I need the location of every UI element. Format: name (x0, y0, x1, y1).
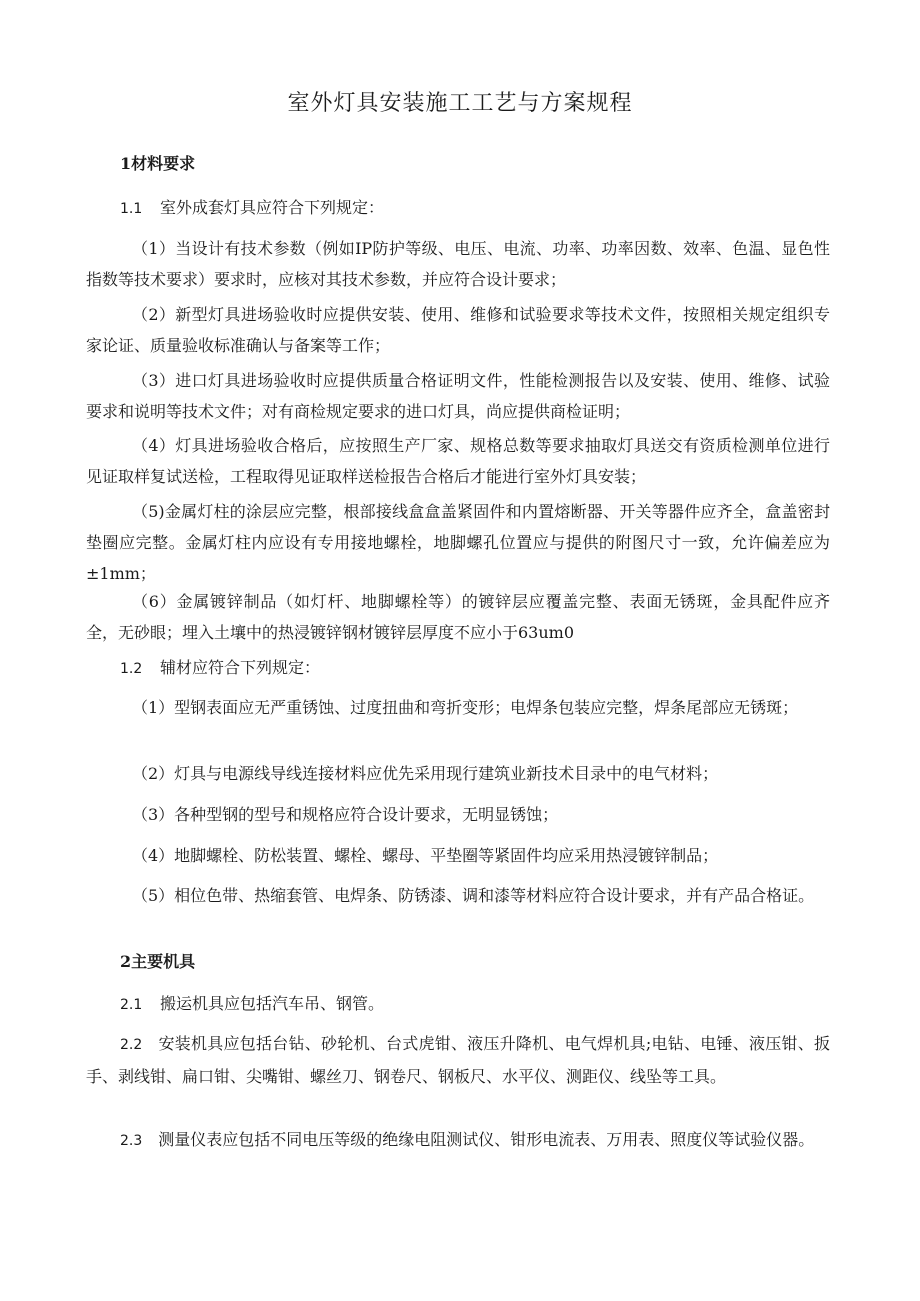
list-item: （5）相位色带、热缩套管、电焊条、防锈漆、调和漆等材料应符合设计要求，并有产品合格证。 (132, 886, 815, 905)
clause-text: 安装机具应包括台钻、砂轮机、台式虎钳、液压升降机、电气焊机具;电钻、电锤、液压钳、扳手、剥线钳、扁口钳、尖嘴钳、螺丝刀、钢卷尺、钢板尺、水平仪、测距仪、线坠等工具。 (86, 1034, 830, 1086)
section-heading-materials: 1材料要求 (120, 154, 196, 173)
clause-2-1 (120, 988, 864, 1021)
list-item: （4）灯具进场验收合格后，应按照生产厂家、规格总数等要求抽取灯具送交有资质检测单位进行见证取样复试送检，工程取得见证取样送检报告合格后才能进行室外灯具安装； (86, 436, 830, 486)
list-item: （3）进口灯具进场验收时应提供质量合格证明文件，性能检测报告以及安装、使用、维修、试验要求和说明等技术文件；对有商检规定要求的进口灯具，尚应提供商检证明； (86, 371, 830, 421)
clause-text: 搬运机具应包括汽车吊、钢管。 (160, 994, 385, 1013)
document-title: 室外灯具安装施工工艺与方案规程 (287, 91, 633, 116)
section-heading-tools: 2主要机具 (120, 952, 196, 971)
list-item: （1）当设计有技术参数（例如IP防护等级、电压、电流、功率、功率因数、效率、色温、显色性指数等技术要求）要求时，应核对其技术参数，并应符合设计要求； (86, 239, 830, 289)
clause-2-3 (86, 1124, 830, 1157)
clause-number: 2.1 (120, 997, 143, 1013)
clause-number: 2.2 (120, 1037, 143, 1053)
list-item: （2）灯具与电源线导线连接材料应优先采用现行建筑业新技术目录中的电气材料； (132, 764, 719, 783)
list-item: （1）型钢表面应无严重锈蚀、过度扭曲和弯折变形；电焊条包装应完整，焊条尾部应无锈斑； (132, 698, 799, 717)
clause-text: 辅材应符合下列规定： (160, 658, 321, 677)
clause-text: 室外成套灯具应符合下列规定： (160, 198, 385, 217)
clause-text: 测量仪表应包括不同电压等级的绝缘电阻测试仪、钳形电流表、万用表、照度仪等试验仪器。 (158, 1130, 815, 1149)
clause-1-2 (120, 652, 864, 685)
clause-number: 1.1 (120, 201, 143, 217)
list-item: （6）金属镀锌制品（如灯杆、地脚螺栓等）的镀锌层应覆盖完整、表面无锈斑，金具配件应齐全，无砂眼；埋入土壤中的热浸镀锌钢材镀锌层厚度不应小于63um0 (86, 592, 830, 642)
list-item: （4）地脚螺栓、防松装置、螺栓、螺母、平垫圈等紧固件均应采用热浸镀锌制品； (132, 846, 719, 865)
clause-number: 1.2 (120, 661, 143, 677)
clause-1-1 (120, 192, 864, 225)
list-item: （5)金属灯柱的涂层应完整，根部接线盒盒盖紧固件和内置熔断器、开关等器件应齐全，盒盖密封垫圈应完整。金属灯柱内应设有专用接地螺栓，地脚螺孔位置应与提供的附图尺寸一致，允许偏差应为±1mm； (86, 502, 830, 583)
list-item: （2）新型灯具进场验收时应提供安装、使用、维修和试验要求等技术文件，按照相关规定组织专家论证、质量验收标准确认与备案等工作； (86, 305, 830, 355)
clause-2-2 (86, 1028, 830, 1092)
clause-number: 2.3 (120, 1133, 143, 1149)
list-item: （3）各种型钢的型号和规格应符合设计要求，无明显锈蚀； (132, 805, 559, 824)
